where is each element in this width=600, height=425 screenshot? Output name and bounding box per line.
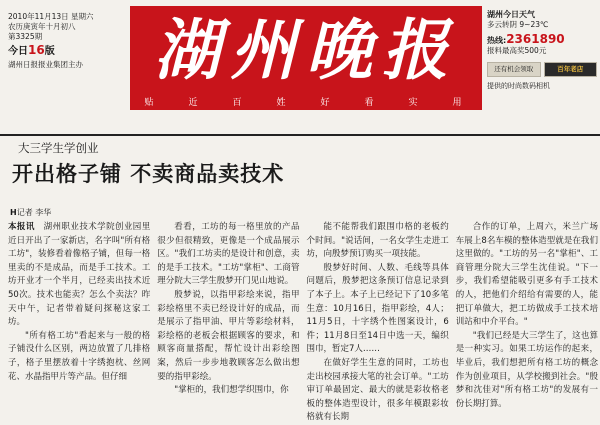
slogan-char: 近 bbox=[188, 98, 204, 108]
paragraph: "我们已经是大三学生了，这也算是一种实习。如果工坊运作的起来，毕业后，我们想把所有格工坊的概念作为创业项目，从学校搬到社会。"殷梦和沈佳对"所有格工坊"的发展有一份长期打算。 bbox=[455, 330, 598, 409]
article-subhead: 大三学生学创业 bbox=[18, 141, 99, 155]
issue-number: 第3325期 bbox=[8, 32, 43, 41]
weather-desc: 多云转阴 bbox=[487, 20, 517, 29]
slogan-char: 看 bbox=[364, 98, 380, 108]
weather-info bbox=[487, 20, 597, 30]
paragraph: "所有格工坊"看起来与一般的格子铺没什么区别，两边放置了几排格子，格子里摆放着十字绣抱枕、丝网花、水晶指甲片等产品。但仔细 bbox=[8, 330, 151, 382]
slogan-char: 用 bbox=[452, 98, 468, 108]
paragraph: 合作的订单，上周六，米兰广场车展上8名车模的整体造型就是在我们这里做的。"工坊的另一名"掌柜"、工商管理分院大三学生沈佳说。"下一步，我们希望能吸引更多有手工技术的人，把他们介绍给有需要的人，能把订单做大，把工坊做成手工技术培训站和中介平台。" bbox=[455, 222, 598, 328]
article-column-4 bbox=[455, 221, 598, 409]
byline-mark: H bbox=[10, 208, 17, 217]
paragraph: 在做好学生生意的同时，工坊也走出校园承接大笔的社会订单。"工坊审订单最固定、最大的就是彩妆格老板的整体造型设计，很多年模跟彩妆格就有长期 bbox=[306, 357, 449, 423]
section-rule bbox=[0, 134, 600, 136]
byline bbox=[10, 207, 51, 218]
publisher: 湖州日报报业集团主办 bbox=[8, 60, 83, 69]
agency-label: 本报讯 bbox=[8, 222, 35, 232]
hotline-number: 2361890 bbox=[506, 32, 565, 46]
weather-label: 湖州今日天气 bbox=[487, 10, 535, 19]
article-column-2 bbox=[157, 221, 299, 405]
hotline bbox=[487, 34, 597, 46]
headline-block bbox=[12, 140, 592, 188]
slogan bbox=[130, 95, 482, 108]
slogan-char: 姓 bbox=[276, 98, 292, 108]
nameplate bbox=[130, 6, 482, 110]
ad-promo: 还有机会领取 bbox=[487, 62, 541, 77]
paragraph: 殷梦说，以指甲彩绘来说，指甲彩绘格里不卖已经设计好的成品，而是展示了指甲油、甲片等彩绘材料，彩绘格的老板会根据顾客的要求，和顾客商量搭配，帮忙设计出彩绘图案，然后一步步地教顾客怎么做出想要的指甲彩绘。 bbox=[157, 289, 300, 382]
slogan-char: 贴 bbox=[144, 98, 160, 108]
ad-row bbox=[487, 62, 597, 77]
sponsor-text: 提供的时尚数码相机 bbox=[487, 82, 550, 90]
ad-sponsor-logo: 百年老店 bbox=[544, 62, 598, 77]
paragraph: 能不能帮我们跟围巾格的老板约个时间。"说话间，一名女学生走进工坊，向殷梦预订购买一项技能。 bbox=[306, 222, 449, 260]
slogan-char: 百 bbox=[232, 98, 248, 108]
paragraph: 看看，工坊的每一格里放的产品很少但很精致，更像是一个成品展示区。"我们工坊卖的是设计和创意，卖的是手工技术。"工坊"掌柜"、工商管理分院大三学生殷梦开门见山地说。 bbox=[157, 222, 300, 287]
today-unit: 版 bbox=[44, 46, 55, 57]
slogan-char: 好 bbox=[320, 98, 336, 108]
hotline-label: 热线: bbox=[487, 36, 507, 45]
paragraph: "掌柜的，我们想学织围巾，你 bbox=[174, 385, 289, 396]
lunar-date: 农历庚寅年十月初八 bbox=[8, 22, 76, 31]
today-page-count: 16 bbox=[28, 43, 45, 57]
today-label: 今日 bbox=[8, 46, 28, 57]
date-line: 2010年11月13日 星期六 bbox=[8, 12, 94, 21]
article-column-1 bbox=[8, 221, 150, 405]
article-headline: 开出格子铺 不卖商品卖技术 bbox=[12, 162, 285, 186]
weather-hotline bbox=[487, 10, 597, 91]
article-body bbox=[8, 221, 598, 423]
masthead bbox=[0, 0, 600, 118]
today-pages bbox=[8, 44, 126, 58]
paragraph-text: 湖州职业技术学院创业园里近日开出了一家新店，名字叫"所有格工坊"，装修看着像格子铺，但每一格里卖的不是成品，而是手工技术。工坊开业才一个半月，已经卖出技术近50次。技术也能卖？怎么个卖法？昨天中午，记者带着疑问探秘这家工坊。 bbox=[8, 222, 151, 328]
hotline-reward: 报料最高奖500元 bbox=[487, 46, 547, 55]
newspaper-title: 湖州晚报 bbox=[154, 11, 458, 89]
temperature: 9~23℃ bbox=[519, 20, 549, 29]
byline-text: 记者 李华 bbox=[16, 208, 52, 217]
paragraph bbox=[8, 221, 150, 330]
article-column-3 bbox=[306, 221, 449, 423]
slogan-char: 实 bbox=[408, 98, 424, 108]
paragraph: 殷梦好时间、人数、毛线等具体问题后，殷梦把这条预订信息记录到了本子上。本子上已经记下了10多笔生意：10月16日，指甲彩绘，4人；11月5日，十字绣个性图案设计，6件；11月8日至14日中选一天，编织围巾，暂定7人…… bbox=[306, 262, 449, 355]
issue-info bbox=[8, 12, 126, 70]
